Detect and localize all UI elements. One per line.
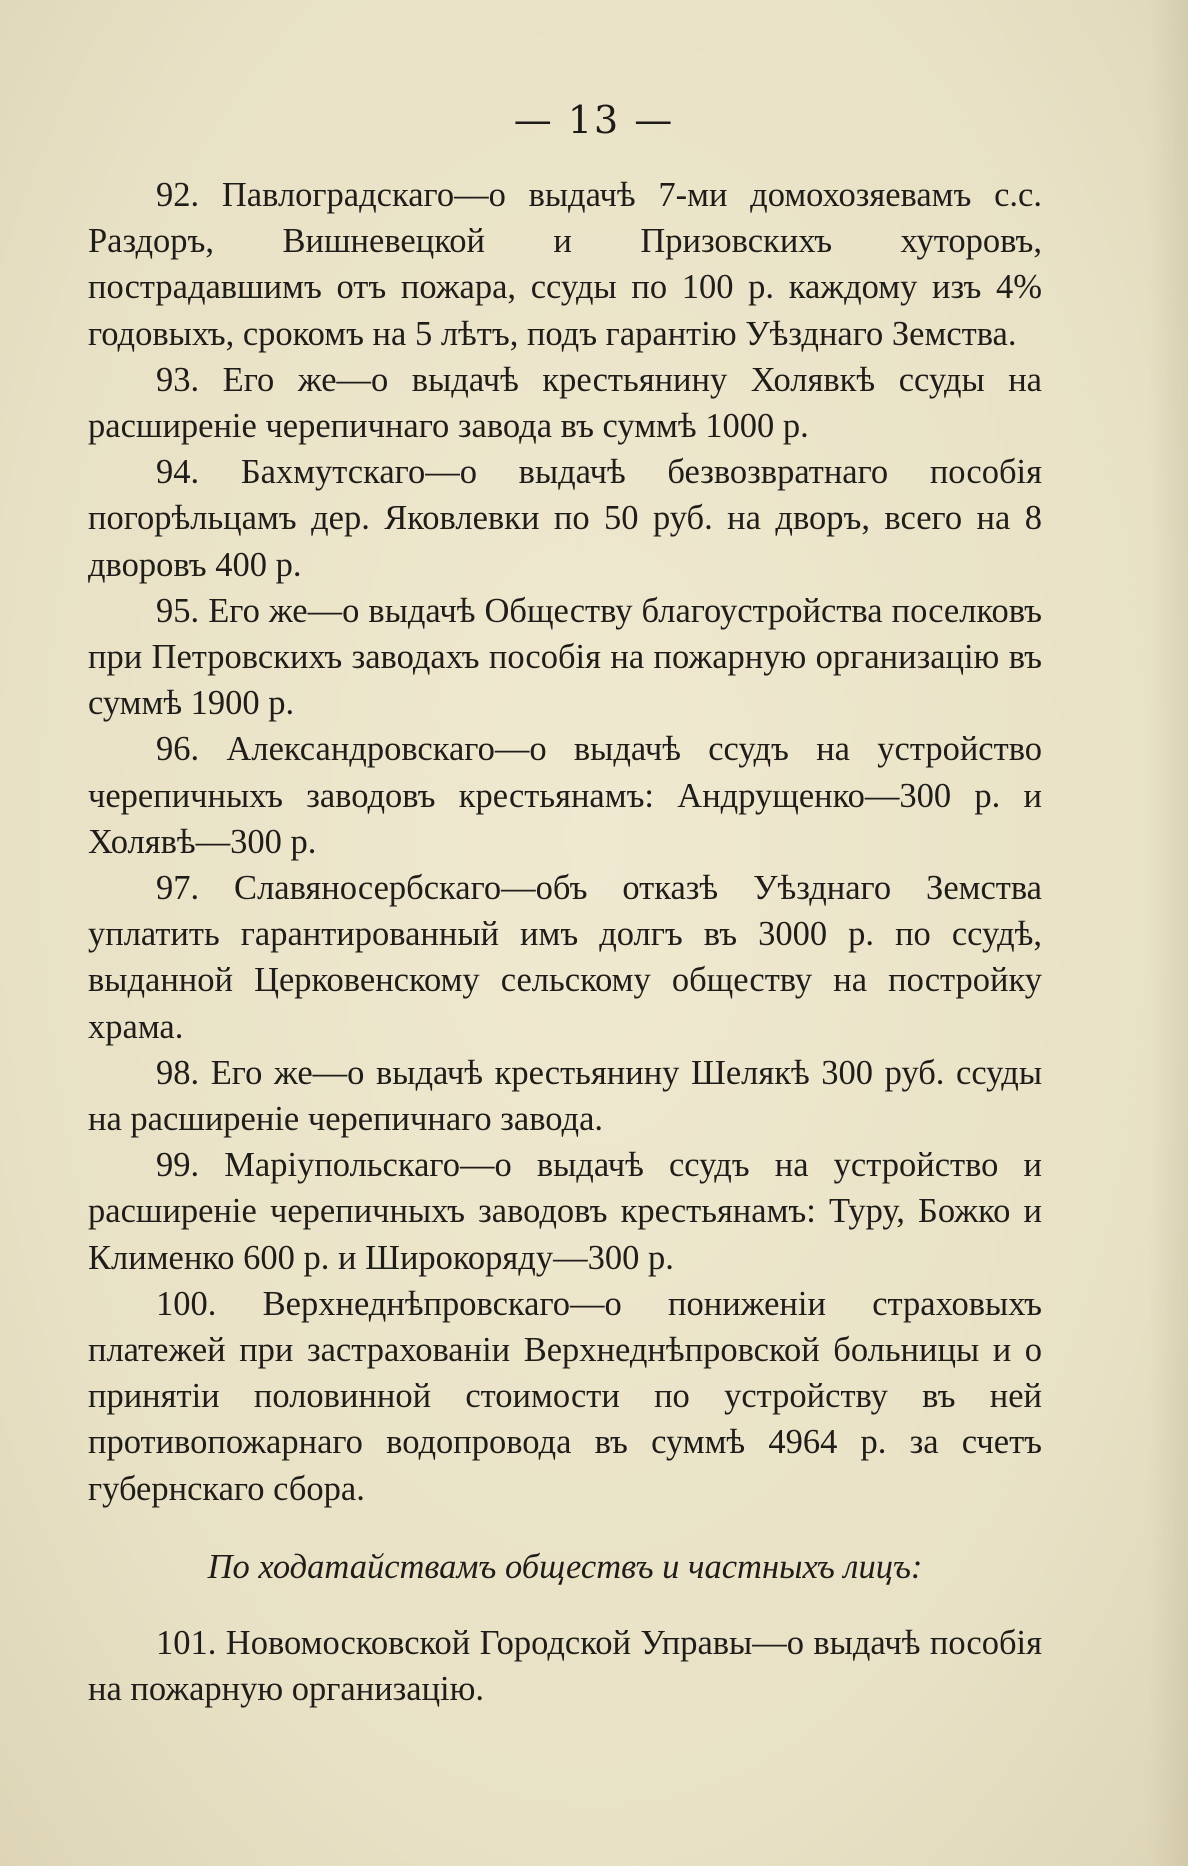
paragraph-94: 94. Бахмутскаго—о выдачѣ безвозвратнаго пособія погорѣльцамъ дер. Яковлевки по 50 руб. на дворъ, всего на 8 дворовъ 400 р. (88, 453, 1042, 584)
paragraph-97: 97. Славяносербскаго—объ отказѣ Уѣзднаго Земства уплатить гарантированный имъ долгъ въ 3000 р. по ссудѣ, выданной Церковенскому сельскому обществу на постройку храма. (88, 869, 1042, 1046)
paragraph-98: 98. Его же—о выдачѣ крестьянину Шелякѣ 300 руб. ссуды на расширеніе черепичнаго завода. (88, 1053, 1042, 1139)
paragraph-100: 100. Верхнеднѣпровскаго—о пониженіи страховыхъ платежей при застрахованіи Верхнеднѣпровской больницы и о принятіи половинной стоимости по устройству въ ней противопожарнаго водопровода въ суммѣ 4964 р. за счетъ губернскаго сбора. (88, 1284, 1042, 1508)
paragraph-96: 96. Александровскаго—о выдачѣ ссудъ на устройство черепичныхъ заводовъ крестьянамъ: Андрущенко—300 р. и Холявѣ—300 р. (88, 730, 1042, 861)
paragraph-92: 92. Павлоградскаго—о выдачѣ 7-ми домохозяевамъ с.с. Раздоръ, Вишневецкой и Призовскихъ хуторовъ, пострадавшимъ отъ пожара, ссуды по 100 р. каждому изъ 4% годовыхъ, срокомъ на 5 лѣтъ, подъ гарантію Уѣзднаго Земства. (88, 176, 1042, 353)
paragraph-101: 101. Новомосковской Городской Управы—о выдачѣ пособія на пожарную организацію. (88, 1624, 1042, 1709)
page-body (88, 172, 1042, 1713)
paragraph-95: 95. Его же—о выдачѣ Обществу благоустройства поселковъ при Петровскихъ заводахъ пособія на пожарную организацію въ суммѣ 1900 р. (88, 591, 1042, 723)
page-number: — 13 — (513, 98, 675, 142)
section-heading: По ходатайствамъ обществъ и частныхъ лицъ: (207, 1547, 923, 1586)
page-edge-shadow (1148, 0, 1188, 1866)
paragraph-99: 99. Маріупольскаго—о выдачѣ ссудъ на устройство и расширеніе черепичныхъ заводовъ крестьянамъ: Туру, Божко и Клименко 600 р. и Широкоряду—300 р. (88, 1146, 1042, 1277)
paragraph-93: 93. Его же—о выдачѣ крестьянину Холявкѣ ссуды на расширеніе черепичнаго завода въ суммѣ 1000 р. (88, 360, 1042, 446)
